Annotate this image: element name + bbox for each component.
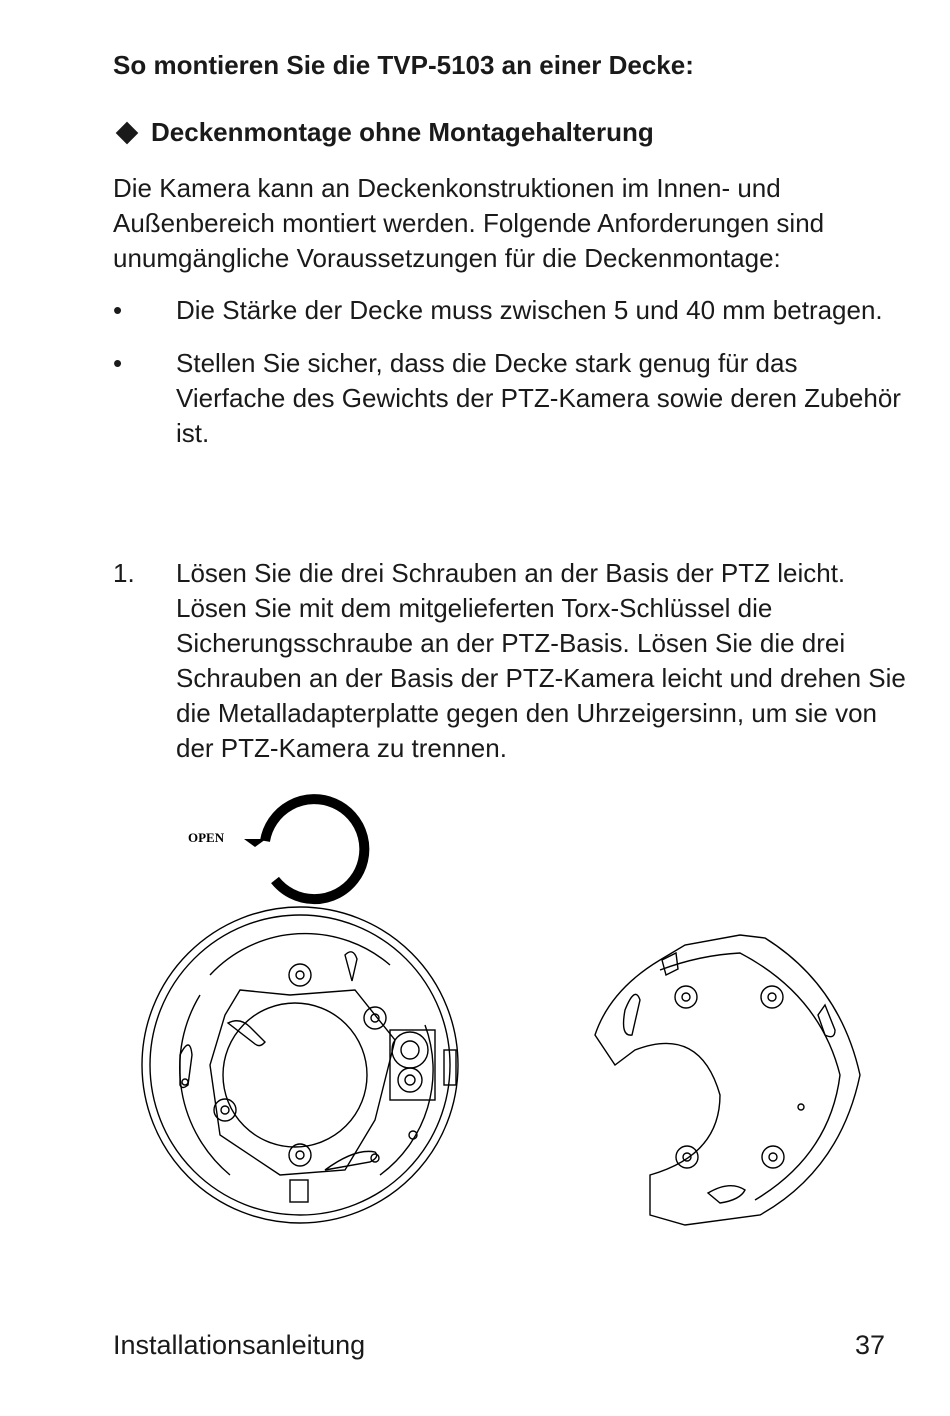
mounting-plate-illustration: [140, 775, 870, 1255]
section-heading-text: Deckenmontage ohne Montagehalterung: [151, 117, 654, 147]
bullet-marker: •: [113, 295, 123, 325]
list-item: [113, 293, 913, 328]
ptz-base-drawing: [142, 907, 458, 1223]
page-number: 37: [854, 1330, 885, 1360]
page-title: So montieren Sie die TVP-5103 an einer Decke:: [113, 50, 694, 80]
diamond-bullet-icon: [116, 121, 139, 144]
step-item: [113, 556, 913, 766]
open-label: OPEN: [188, 830, 225, 845]
footer-document-title: Installationsanleitung: [113, 1330, 366, 1360]
step-number: 1.: [113, 558, 135, 588]
requirements-list: [113, 293, 913, 451]
section-heading: [113, 117, 654, 148]
bullet-marker: •: [113, 348, 123, 378]
list-item: [113, 346, 913, 451]
metal-adapter-plate-drawing: [595, 935, 860, 1225]
intro-paragraph: Die Kamera kann an Deckenkonstruktionen im Innen- und Außenbereich montiert werden. Folgende Anforderungen sind unumgängliche Voraussetzungen für die Deckenmontage:: [113, 173, 825, 273]
steps-list: [113, 556, 913, 766]
list-item-text: Die Stärke der Decke muss zwischen 5 und 40 mm betragen.: [176, 295, 883, 325]
step-text: Lösen Sie die drei Schrauben an der Basis der PTZ leicht. Lösen Sie mit dem mitgelieferten Torx-Schlüssel die Sicherungsschraube an der PTZ-Basis. Lösen Sie die drei Schrauben an der Basis der PTZ-Kamera leicht und drehen Sie die Metalladapterplatte gegen den Uhrzeigersinn, um sie von der PTZ-Kamera zu trennen.: [176, 558, 906, 763]
open-rotation-arrow-icon: [244, 799, 364, 899]
list-item-text: Stellen Sie sicher, dass die Decke stark genug für das Vierfache des Gewichts der PTZ-Kamera sowie deren Zubehör ist.: [176, 348, 901, 448]
